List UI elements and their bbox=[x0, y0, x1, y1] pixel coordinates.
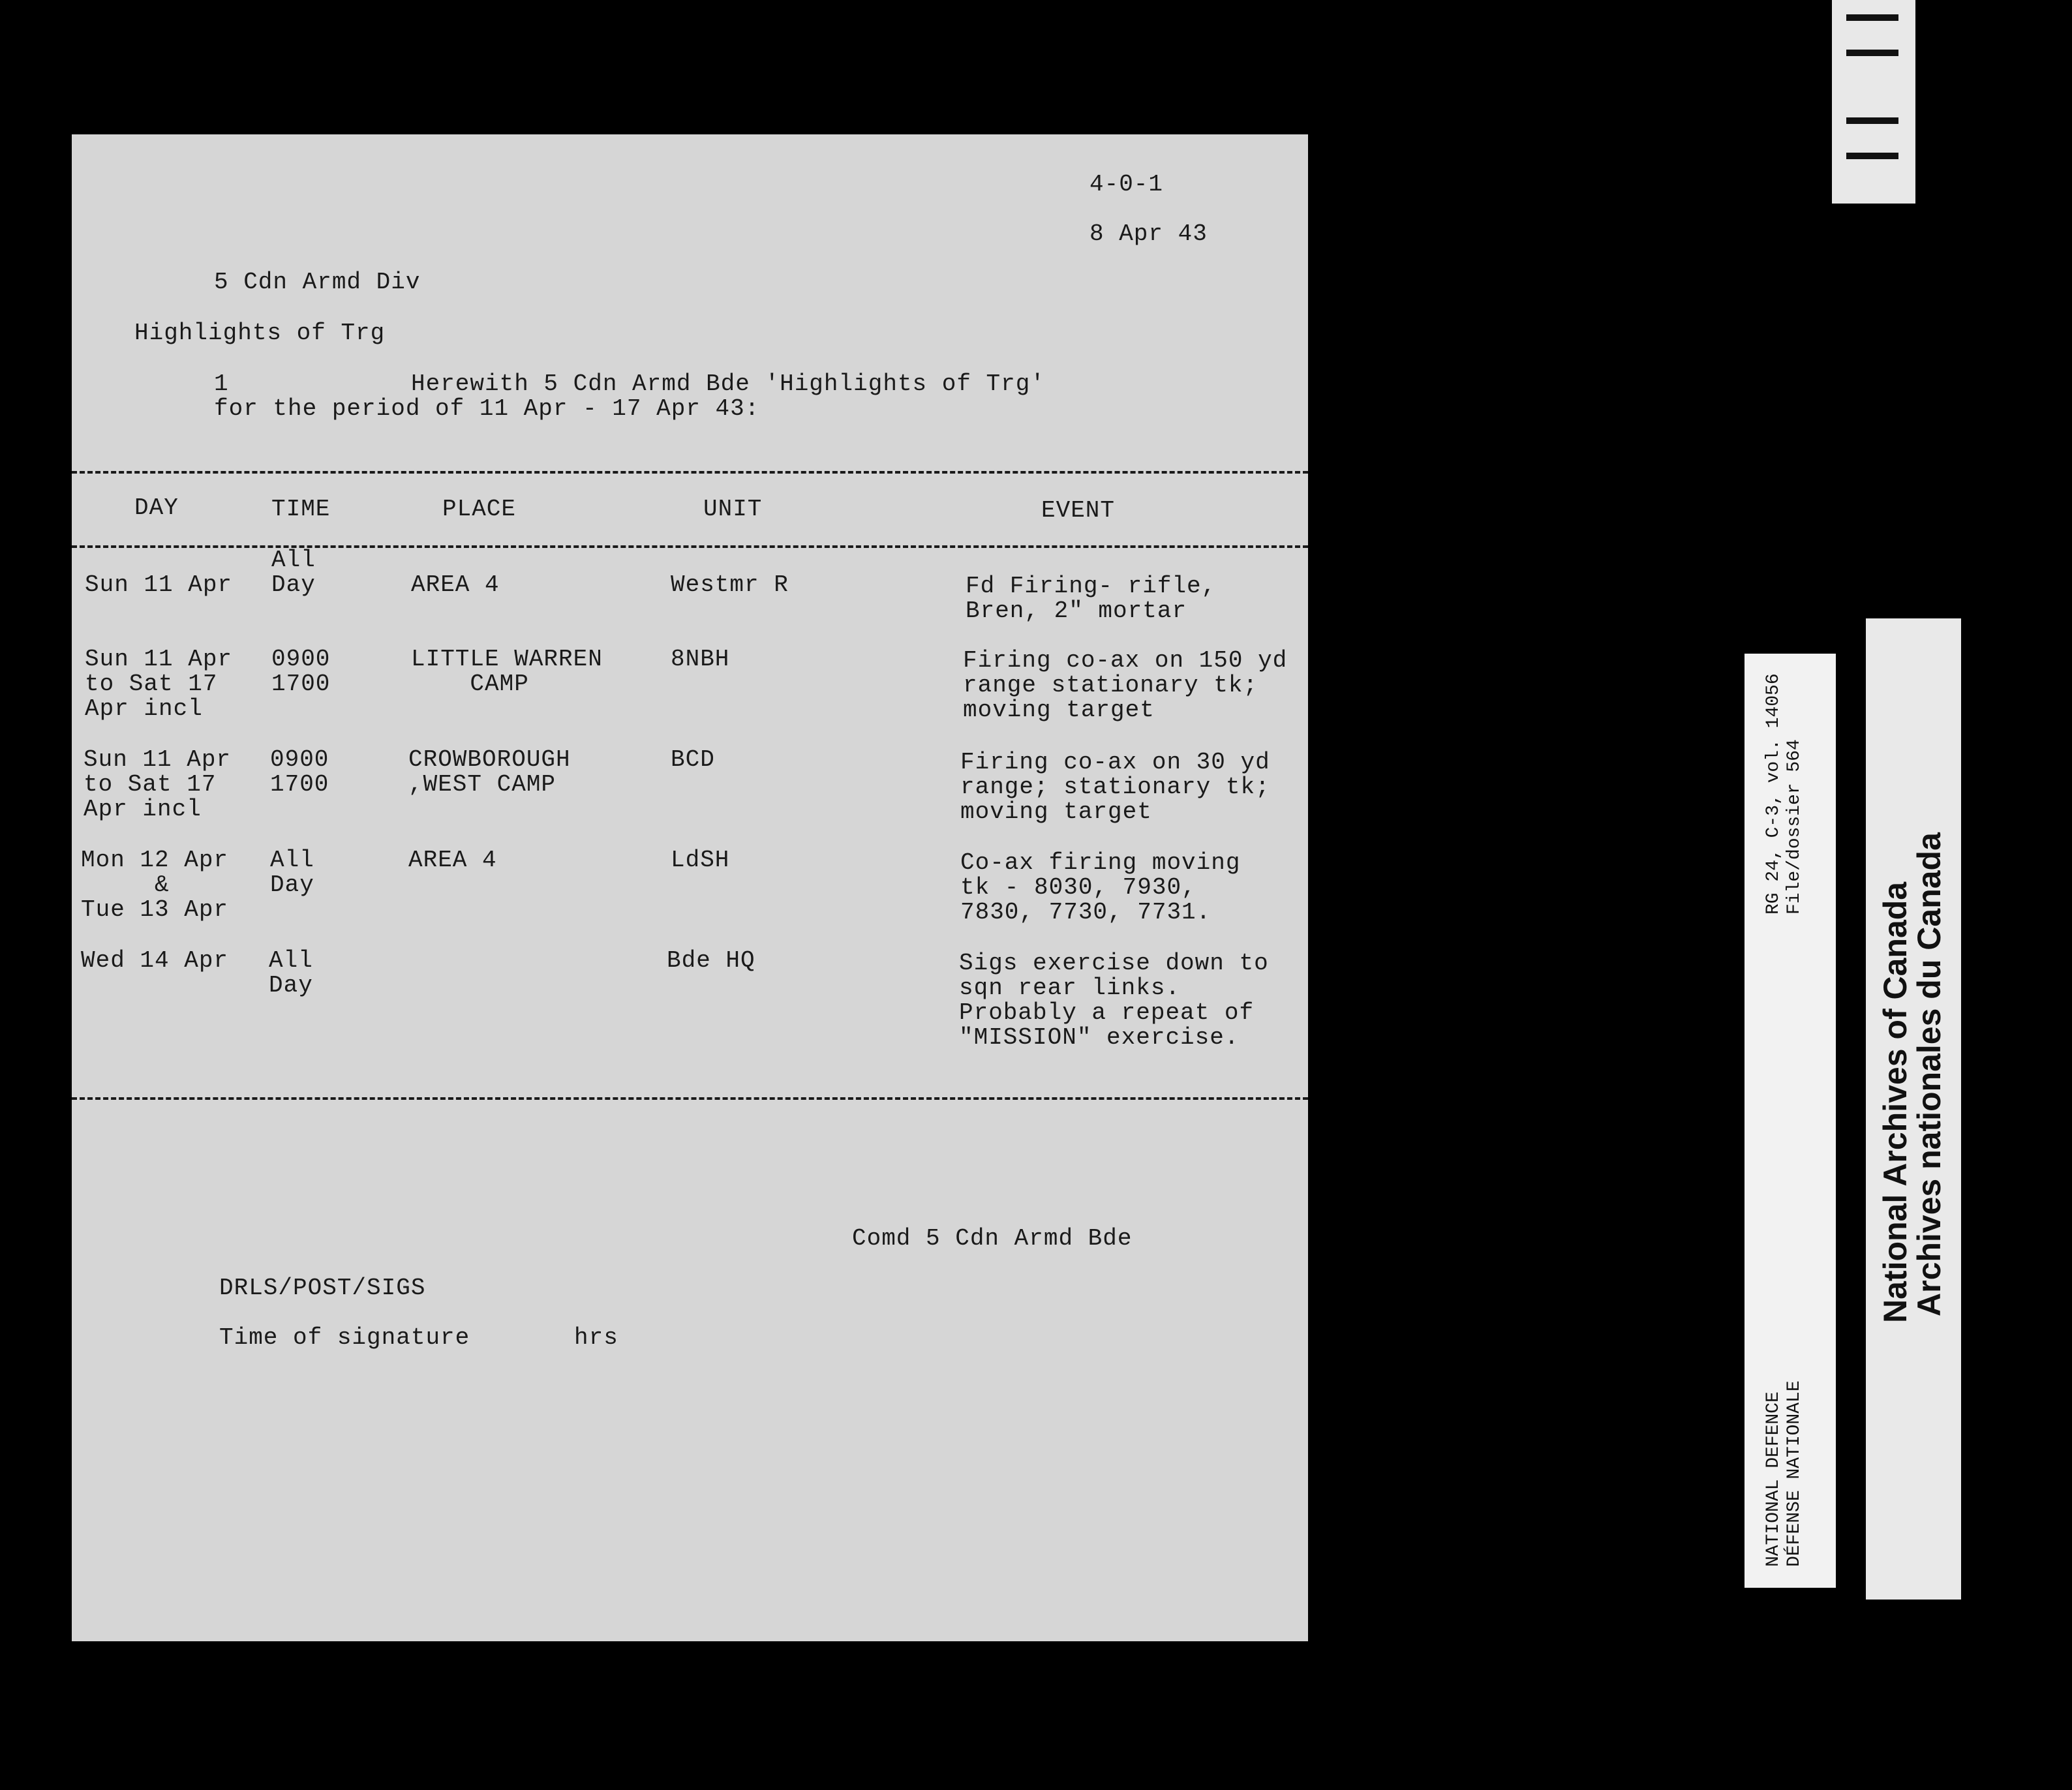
col-header-time: TIME bbox=[271, 496, 331, 523]
table-row-3-day: Sun 11 Apr to Sat 17 Apr incl bbox=[84, 746, 232, 823]
archives-line-2: Archives nationales du Canada bbox=[1911, 832, 1947, 1316]
signature-block: Comd 5 Cdn Armd Bde bbox=[852, 1225, 1133, 1252]
table-top-rule bbox=[72, 471, 1308, 474]
distribution: DRLS/POST/SIGS bbox=[219, 1275, 426, 1301]
table-row-3-event: Firing co-ax on 30 yd range; stationary tk; moving target bbox=[960, 749, 1270, 825]
table-header-rule bbox=[72, 545, 1308, 548]
col-header-event: EVENT bbox=[1041, 497, 1116, 524]
table-row-4-unit: LdSH bbox=[671, 847, 730, 873]
table-row-4-day: Mon 12 Apr & Tue 13 Apr bbox=[81, 847, 229, 923]
table-row-4-event: Co-ax firing moving tk - 8030, 7930, 7830, 7730, 7731. bbox=[960, 849, 1241, 926]
table-bottom-rule bbox=[72, 1097, 1308, 1100]
department-line-1: NATIONAL DEFENCE bbox=[1763, 1391, 1784, 1567]
table-row-4-time: All Day bbox=[270, 847, 314, 898]
table-row-5-unit: Bde HQ bbox=[667, 947, 755, 974]
table-row-1-day: Sun 11 Apr bbox=[85, 571, 233, 598]
table-row-1-place: AREA 4 bbox=[411, 571, 500, 598]
paragraph-line-1: Herewith 5 Cdn Armd Bde 'Highlights of Trg' bbox=[411, 371, 1045, 397]
paragraph-number: 1 bbox=[214, 371, 229, 397]
table-row-5-event: Sigs exercise down to sqn rear links. Probably a repeat of "MISSION" exercise. bbox=[959, 950, 1269, 1051]
paragraph-line-2: for the period of 11 Apr - 17 Apr 43: bbox=[214, 395, 760, 422]
table-row-5-time: All Day bbox=[269, 947, 313, 999]
table-row-5-day: Wed 14 Apr bbox=[81, 947, 229, 974]
table-row-3-unit: BCD bbox=[671, 746, 715, 773]
time-of-signature-label: Time of signature bbox=[219, 1324, 470, 1351]
col-header-unit: UNIT bbox=[703, 496, 763, 523]
addressee: 5 Cdn Armd Div bbox=[214, 269, 421, 296]
file-reference: 4-0-1 bbox=[1089, 171, 1164, 198]
table-row-1-event: Fd Firing- rifle, Bren, 2" mortar bbox=[966, 573, 1217, 624]
table-row-4-place: AREA 4 bbox=[408, 847, 497, 873]
frame-mark-bottom bbox=[1846, 117, 1898, 159]
table-row-2-time: 0900 1700 bbox=[271, 646, 331, 697]
ref-line-2: File/dossier 564 bbox=[1784, 739, 1805, 915]
table-row-2-day: Sun 11 Apr to Sat 17 Apr incl bbox=[85, 646, 233, 722]
time-of-signature-unit: hrs bbox=[574, 1324, 618, 1351]
archive-reference-label bbox=[1744, 654, 1836, 1588]
table-row-3-place: CROWBOROUGH ,WEST CAMP bbox=[408, 746, 571, 798]
subject: Highlights of Trg bbox=[134, 320, 386, 346]
col-header-day: DAY bbox=[134, 494, 179, 521]
table-row-2-event: Firing co-ax on 150 yd range stationary tk; moving target bbox=[963, 647, 1288, 723]
national-archives-label bbox=[1866, 618, 1961, 1600]
ref-line-1: RG 24, C-3, vol. 14056 bbox=[1763, 673, 1784, 915]
archives-line-1: National Archives of Canada bbox=[1877, 881, 1913, 1323]
table-row-1-unit: Westmr R bbox=[671, 571, 789, 598]
table-row-3-time: 0900 1700 bbox=[270, 746, 329, 798]
table-row-2-unit: 8NBH bbox=[671, 646, 730, 673]
document-page bbox=[72, 134, 1308, 1641]
col-header-place: PLACE bbox=[442, 496, 517, 523]
document-date: 8 Apr 43 bbox=[1089, 220, 1208, 247]
frame-mark-top bbox=[1846, 14, 1898, 56]
table-row-1-time: All Day bbox=[271, 547, 316, 598]
table-row-2-place: LITTLE WARREN CAMP bbox=[411, 646, 603, 697]
department-line-2: DÉFENSE NATIONALE bbox=[1784, 1380, 1805, 1567]
film-frame-mark bbox=[1832, 0, 1915, 204]
